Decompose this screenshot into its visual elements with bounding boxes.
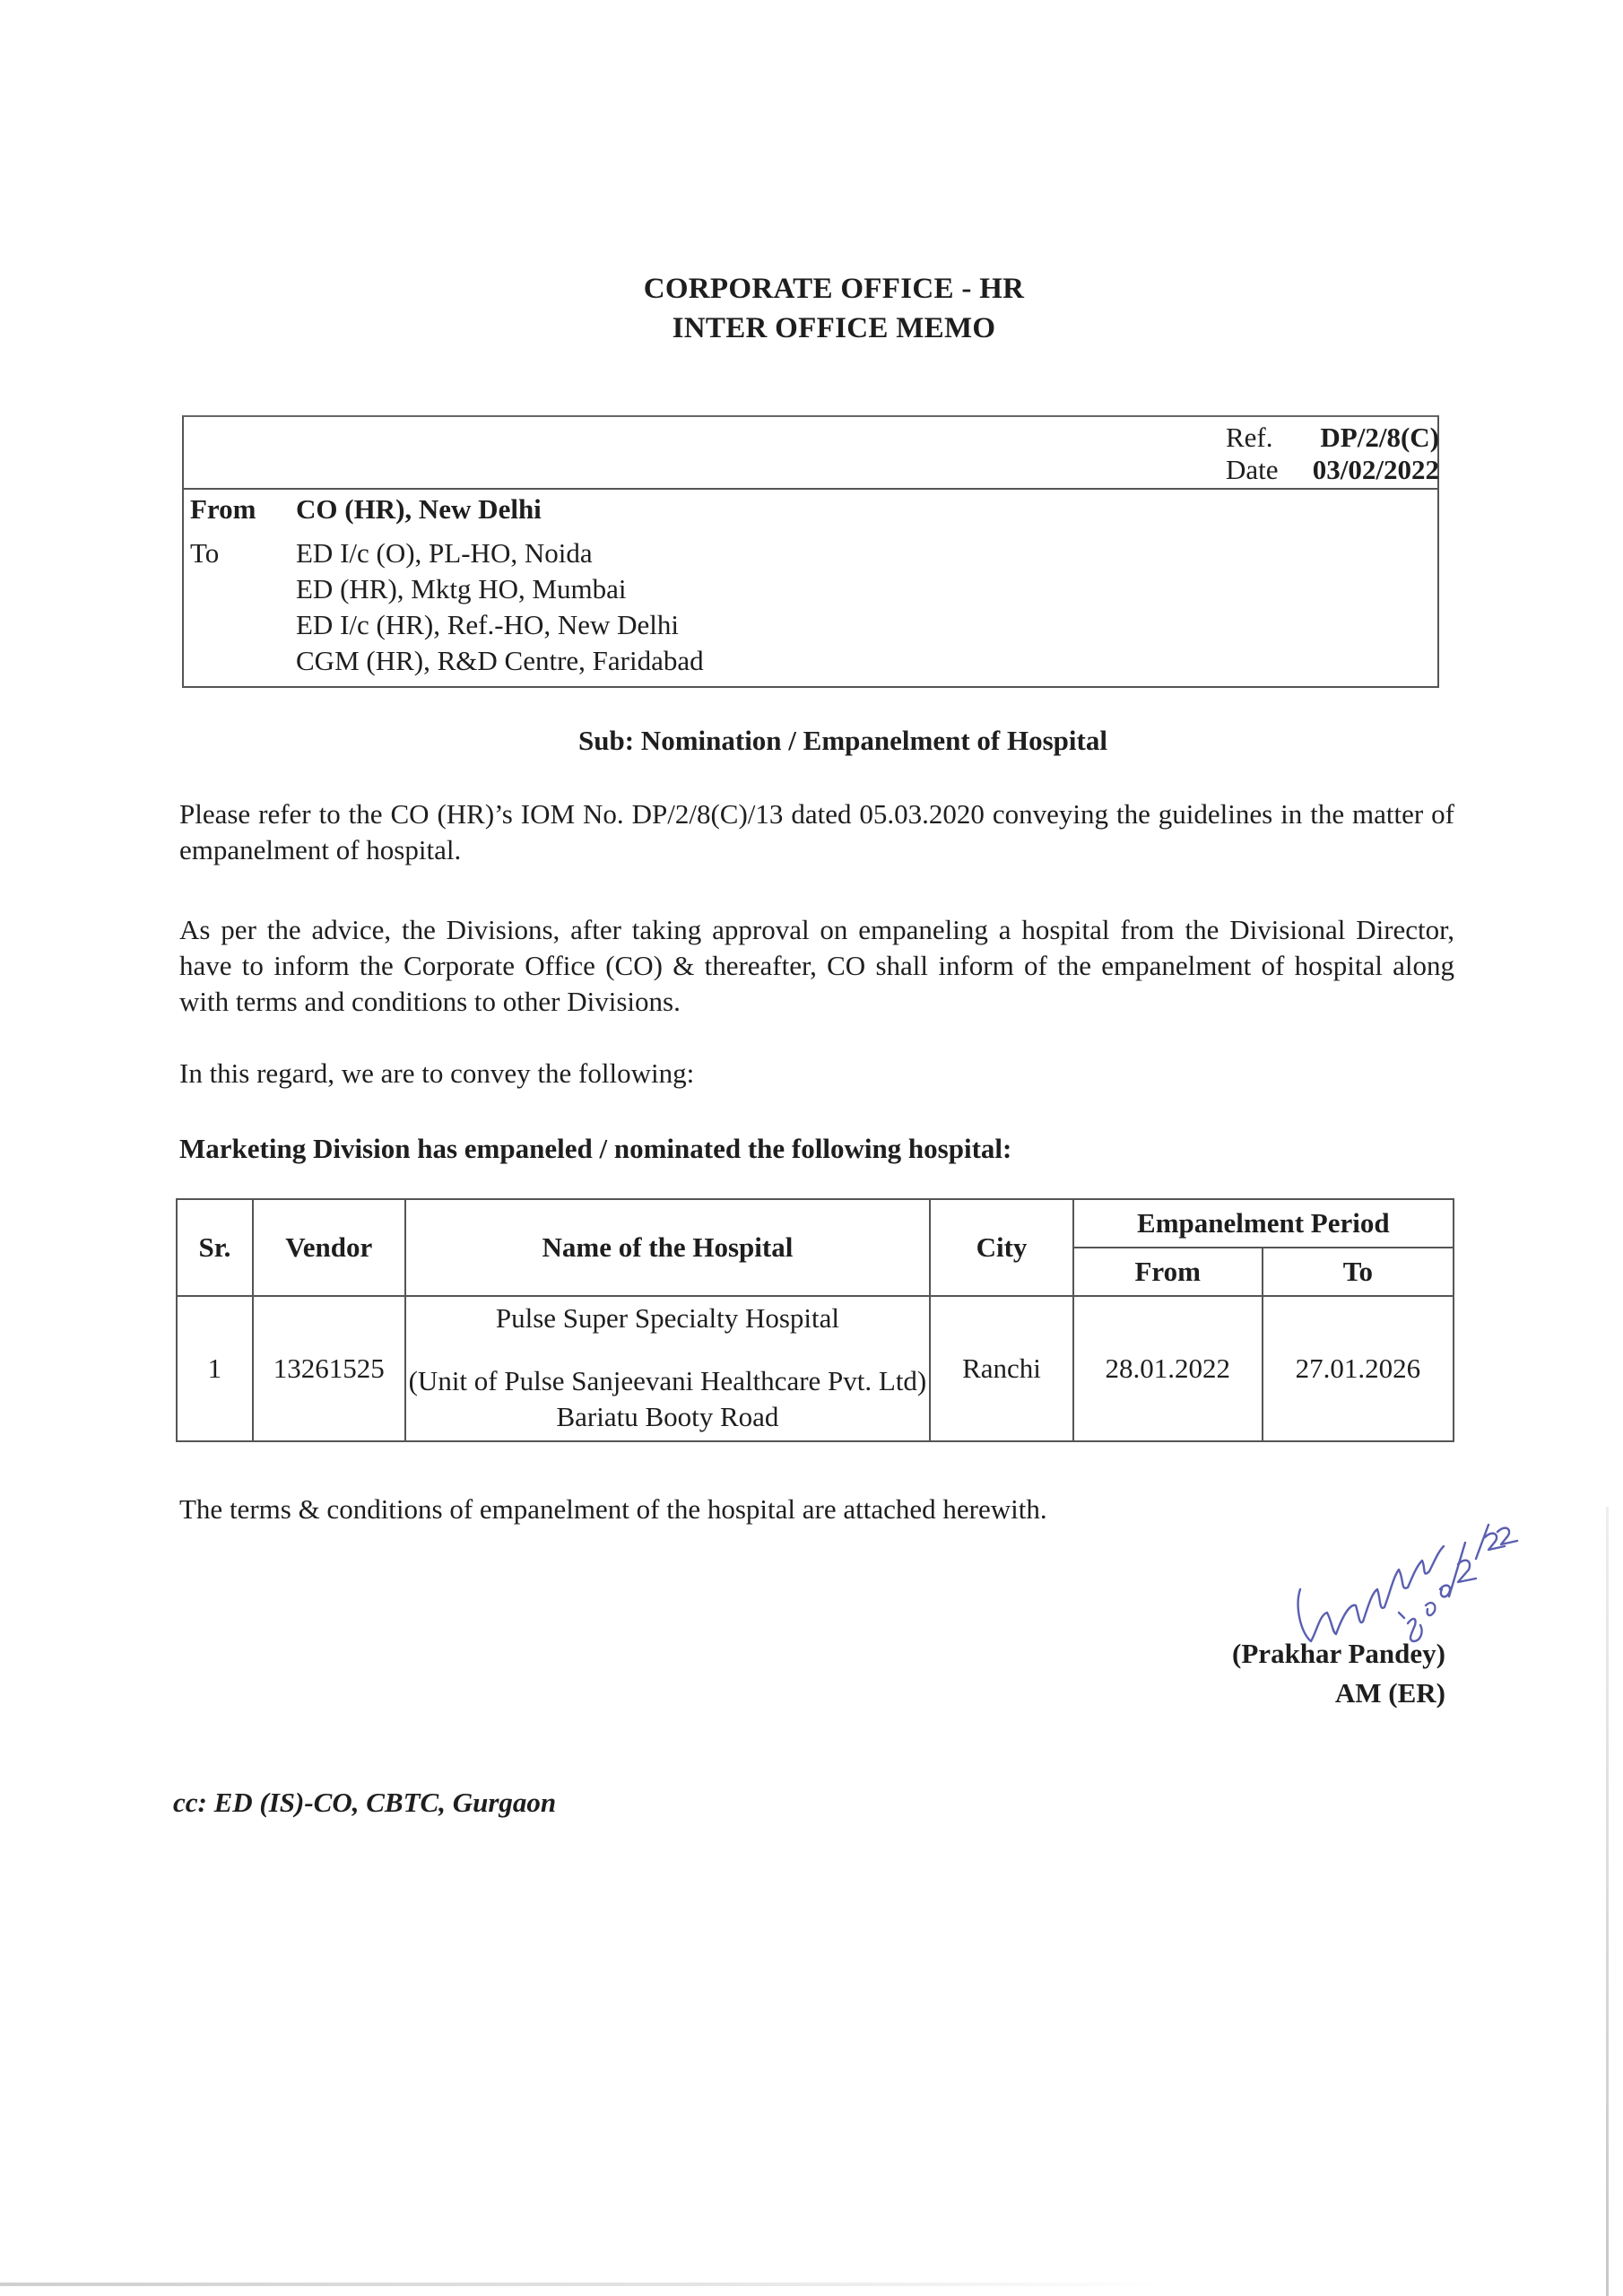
hospital-name: Pulse Super Specialty Hospital: [495, 1302, 840, 1334]
signatory-designation: AM (ER): [1334, 1677, 1445, 1709]
cc-line: cc: ED (IS)-CO, CBTC, Gurgaon: [173, 1787, 557, 1818]
col-header-empanelment-period: Empanelment Period: [1073, 1199, 1454, 1248]
col-header-to: To: [1263, 1248, 1454, 1296]
to-recipient: ED I/c (HR), Ref.-HO, New Delhi: [296, 609, 679, 640]
to-label: To: [190, 537, 220, 569]
ref-label: Ref.: [1226, 422, 1273, 453]
header-line-inter-office-memo: INTER OFFICE MEMO: [672, 312, 996, 344]
ref-value: DP/2/8(C): [1320, 422, 1439, 453]
reference-block: [1226, 422, 1439, 486]
table-row: [177, 1296, 1454, 1441]
header-line-corporate-office: CORPORATE OFFICE - HR: [643, 273, 1025, 305]
scan-edge-bottom: [0, 2283, 1166, 2286]
col-header-vendor: Vendor: [253, 1199, 405, 1296]
hospital-table: [176, 1198, 1454, 1442]
cell-period-to: 27.01.2026: [1263, 1296, 1454, 1441]
subject-line: Sub: Nomination / Empanelment of Hospital: [578, 725, 1107, 756]
paragraph-closing: The terms & conditions of empanelment of the hospital are attached herewith.: [179, 1493, 1047, 1525]
signatory-block: [1232, 1634, 1445, 1713]
col-header-city: City: [930, 1199, 1072, 1296]
from-label: From: [190, 493, 256, 525]
hospital-unit-address: (Unit of Pulse Sanjeevani Healthcare Pvt. Ltd) Bariatu Booty Road: [408, 1365, 927, 1432]
to-recipient: CGM (HR), R&D Centre, Faridabad: [296, 645, 704, 676]
cell-sr: 1: [177, 1296, 253, 1441]
to-recipient: ED I/c (O), PL-HO, Noida: [296, 537, 593, 569]
cell-period-from: 28.01.2022: [1073, 1296, 1263, 1441]
to-row: [190, 535, 704, 679]
address-box-divider: [182, 488, 1439, 490]
cell-hospital-name: [405, 1296, 931, 1441]
signatory-name: (Prakhar Pandey): [1232, 1638, 1445, 1669]
date-value: 03/02/2022: [1312, 454, 1439, 485]
from-row: [190, 491, 542, 527]
memo-header: [0, 269, 1623, 348]
paragraph-convey: In this regard, we are to convey the following:: [179, 1057, 695, 1089]
scan-edge-right: [1606, 1507, 1609, 2296]
paragraph-reference: Please refer to the CO (HR)’s IOM No. DP/2/8(C)/13 dated 05.03.2020 conveying the guidelines in the matter of empanelment of hospital.: [179, 798, 1454, 865]
cell-vendor: 13261525: [253, 1296, 405, 1441]
cell-city: Ranchi: [930, 1296, 1072, 1441]
paragraph-advice: As per the advice, the Divisions, after taking approval on empaneling a hospital from the Divisional Director, have to inform the Corporate Office (CO) & thereafter, CO shall inform of the empanelment of hospital along with terms and conditions to other Divisions.: [179, 914, 1454, 1017]
paragraph-marketing-division: Marketing Division has empaneled / nominated the following hospital:: [179, 1133, 1012, 1164]
col-header-hospital-name: Name of the Hospital: [405, 1199, 931, 1296]
col-header-sr: Sr.: [177, 1199, 253, 1296]
date-label: Date: [1226, 454, 1279, 485]
col-header-from: From: [1073, 1248, 1263, 1296]
from-value: CO (HR), New Delhi: [296, 493, 542, 525]
to-recipient: ED (HR), Mktg HO, Mumbai: [296, 573, 627, 604]
